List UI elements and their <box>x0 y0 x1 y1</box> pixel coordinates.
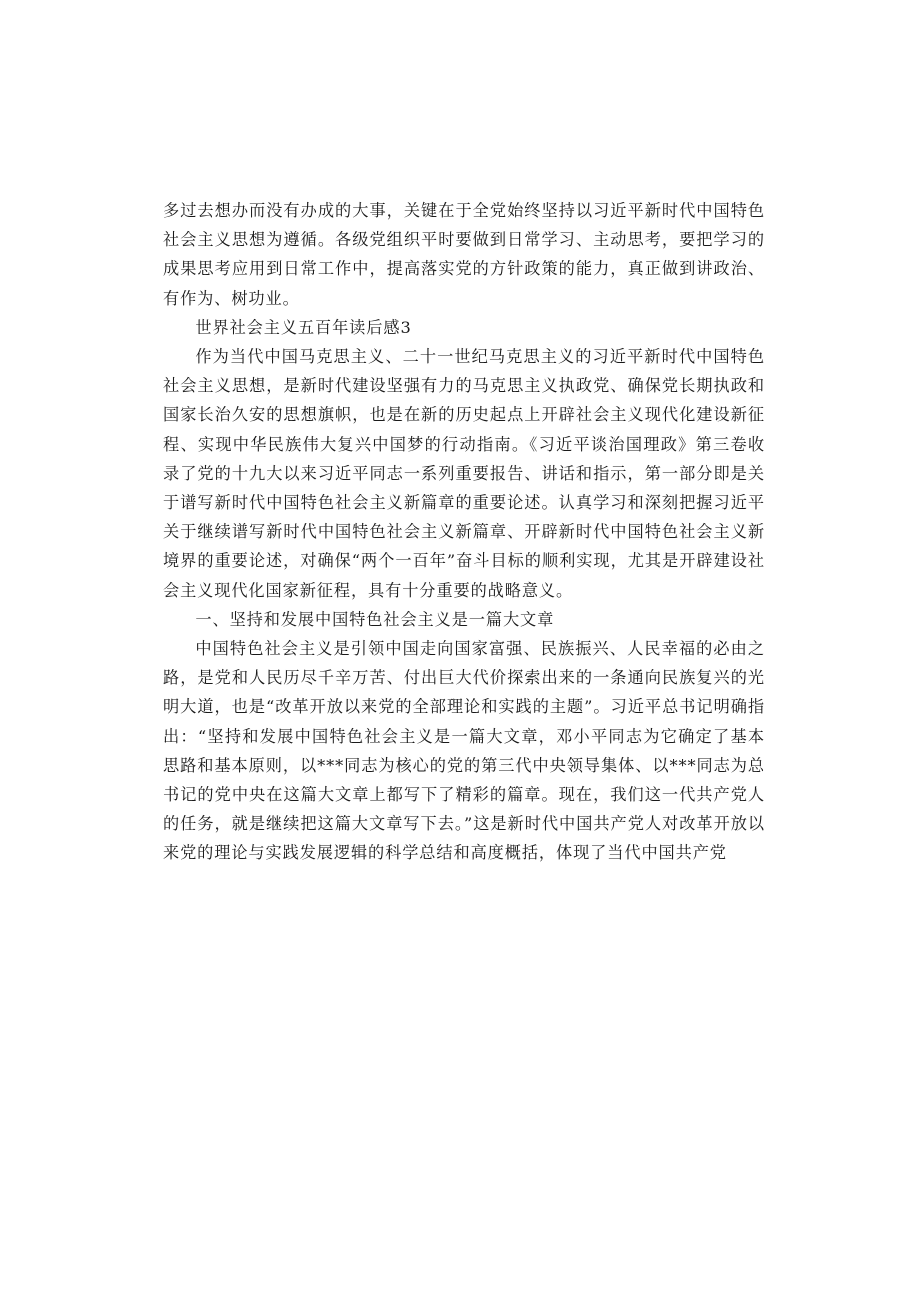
subsection-heading: 一、坚持和发展中国特色社会主义是一篇大文章 <box>195 609 555 629</box>
paragraph-body: 中国特色社会主义是引领中国走向国家富强、民族振兴、人民幸福的必由之路，是党和人民历尽千辛万苦、付出巨大代价探索出来的一条通向民族复兴的光明大道，也是“改革开放以来党的全部理论和实践的主题”。习近平总书记明确指出：“坚持和发展中国特色社会主义是一篇大文章，邓小平同志为它确定了基本思路和基本原则，以***同志为核心的党的第三代中央领导集体、以***同志为总书记的党中央在这篇大文章上都写下了精彩的篇章。现在，我们这一代共产党人的任务，就是继续把这篇大文章写下去。”这是新时代中国共产党人对改革开放以来党的理论与实践发展逻辑的科学总结和高度概括，体现了当代中国共产党 <box>163 639 765 863</box>
document-page <box>163 196 765 868</box>
paragraph-continuation: 多过去想办而没有办成的大事，关键在于全党始终坚持以习近平新时代中国特色社会主义思想为遵循。各级党组织平时要做到日常学习、主动思考，要把学习的成果思考应用到日常工作中，提高落实党的方针政策的能力，真正做到讲政治、有作为、树功业。 <box>163 201 765 308</box>
paragraph-intro: 作为当代中国马克思主义、二十一世纪马克思主义的习近平新时代中国特色社会主义思想，是新时代建设坚强有力的马克思主义执政党、确保党长期执政和国家长治久安的思想旗帜，也是在新的历史起点上开辟社会主义现代化建设新征程、实现中华民族伟大复兴中国梦的行动指南。《习近平谈治国理政》第三卷收录了党的十九大以来习近平同志一系列重要报告、讲话和指示，第一部分即是关于谱写新时代中国特色社会主义新篇章的重要论述。认真学习和深刻把握习近平关于继续谱写新时代中国特色社会主义新篇章、开辟新时代中国特色社会主义新境界的重要论述，对确保“两个一百年”奋斗目标的顺利实现，尤其是开辟建设社会主义现代化国家新征程，具有十分重要的战略意义。 <box>163 347 765 600</box>
section-title: 世界社会主义五百年读后感3 <box>195 317 412 337</box>
